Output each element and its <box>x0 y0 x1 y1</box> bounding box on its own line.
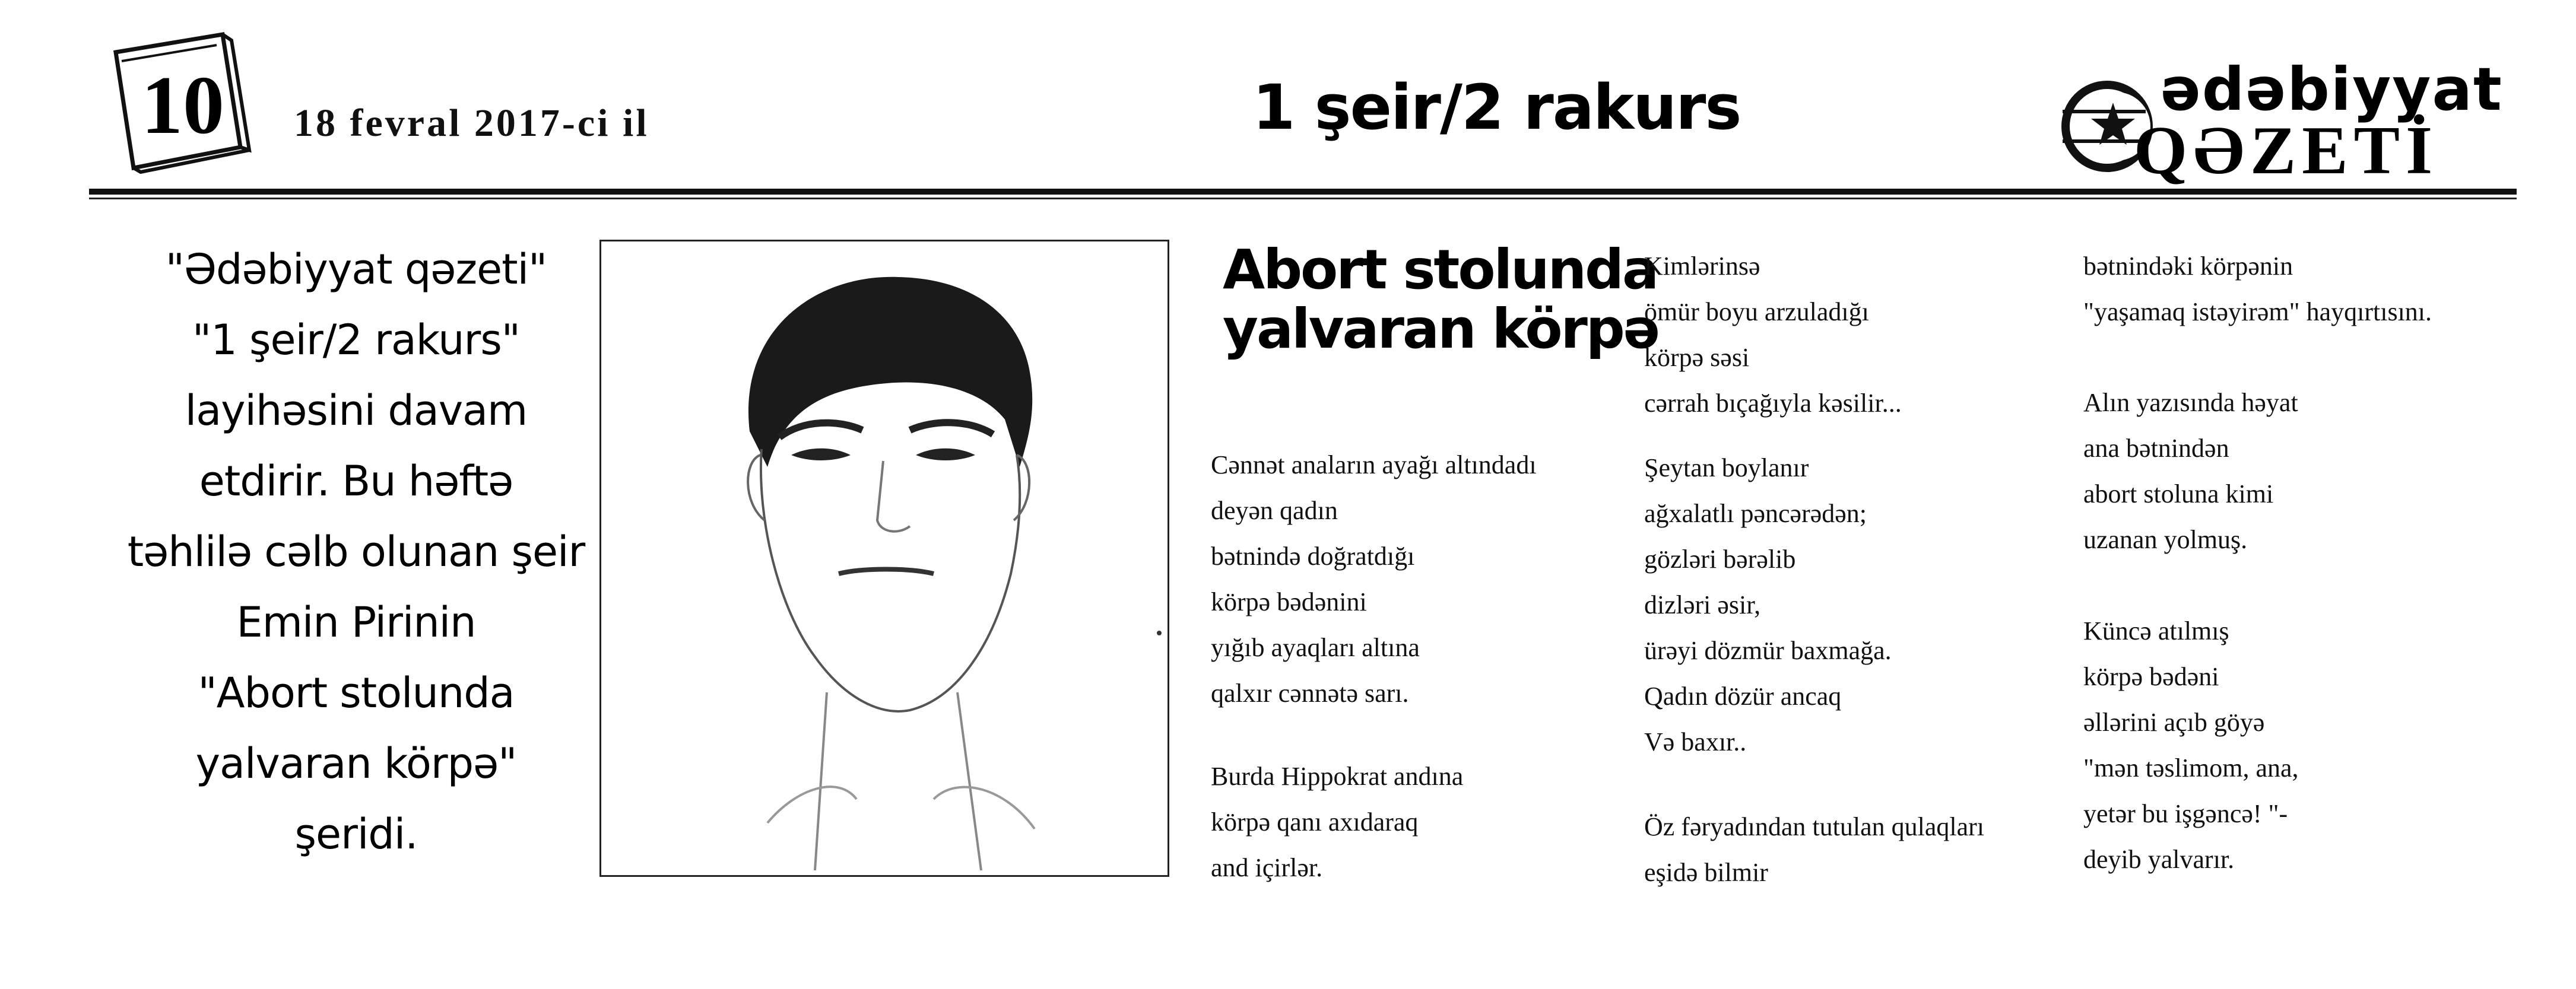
poem-line: yığıb ayaqları altına <box>1211 633 1420 662</box>
poem-line: and içirlər. <box>1211 853 1323 882</box>
intro-line: layihəsini davam <box>185 386 528 435</box>
portrait-image <box>601 241 1168 875</box>
poem-title-line1: Abort stolunda <box>1223 238 1658 301</box>
page-number: 10 <box>141 59 224 151</box>
page-number-badge <box>104 28 255 174</box>
poem-line: Şeytan boylanır <box>1644 453 1809 482</box>
logo-line2: QƏZETİ <box>2134 113 2439 189</box>
poem-line: eşidə bilmir <box>1644 858 1768 887</box>
newspaper-logo <box>2057 55 2503 189</box>
logo-line1: ədəbiyyat <box>2161 55 2503 124</box>
header-divider-thin <box>89 198 2517 199</box>
intro-line: etdirir. Bu həftə <box>199 457 513 505</box>
poem-line: abort stoluna kimi <box>2083 479 2274 508</box>
poem-line: körpə səsi <box>1644 343 1750 372</box>
poem-line: Cənnət anaların ayağı altındadı <box>1211 450 1537 479</box>
poem-stanza <box>1644 445 1892 765</box>
intro-line: "1 şeir/2 rakurs" <box>192 316 520 364</box>
poem-line: deyib yalvarır. <box>2083 845 2235 874</box>
poem-line: körpə bədənini <box>1211 587 1367 616</box>
intro-line: "Abort stolunda <box>198 669 515 717</box>
poem-line: Kimlərinsə <box>1644 252 1760 281</box>
poem-line: Və baxır.. <box>1644 727 1747 756</box>
poem-line: dizləri əsir, <box>1644 590 1761 619</box>
poem-line: Alın yazısında həyat <box>2083 388 2298 417</box>
poem-line: cərrah bıçağıyla kəsilir... <box>1644 389 1902 418</box>
poem-line: ürəyi dözmür baxmağa. <box>1644 636 1892 665</box>
poem-line: Öz fəryadından tutulan qulaqları <box>1644 812 1985 841</box>
poem-line: ağxalatlı pəncərədən; <box>1644 499 1867 528</box>
poem-line: Küncə atılmış <box>2083 616 2229 645</box>
poem-line: körpə qanı axıdaraq <box>1211 807 1419 837</box>
poem-stanza <box>1644 804 1984 895</box>
poem-title <box>1223 238 1659 361</box>
poem-stanza <box>2083 380 2298 562</box>
poem-line: əllərini açıb göyə <box>2083 708 2265 737</box>
poem-line: körpə bədəni <box>2083 662 2219 691</box>
poem-line: yetər bu işgəncə! "- <box>2083 799 2288 828</box>
poem-line: ana bətnindən <box>2083 434 2229 463</box>
intro-line: "Ədəbiyyat qəzeti" <box>165 245 547 294</box>
poem-line: Burda Hippokrat andına <box>1211 762 1464 791</box>
poem-line: bətnində doğratdığı <box>1211 542 1415 571</box>
poem-line: uzanan yolmuş. <box>2083 525 2248 554</box>
poem-stanza <box>1211 753 1463 891</box>
intro-line: şeridi. <box>294 810 418 858</box>
poem-line: qalxır cənnətə sarı. <box>1211 679 1409 708</box>
poem-line: bətnindəki körpənin <box>2083 252 2293 281</box>
section-title: 1 şeir/2 rakurs <box>1252 71 1741 144</box>
intro-text <box>104 234 608 870</box>
intro-line: təhlilə cəlb olunan şeir <box>127 527 585 576</box>
poem-stanza <box>1211 442 1537 716</box>
poem-line: deyən qadın <box>1211 496 1338 525</box>
poem-line: gözləri bərəlib <box>1644 545 1796 574</box>
poem-line: "yaşamaq istəyirəm" hayqırtısını. <box>2083 297 2432 326</box>
issue-date: 18 fevral 2017-ci il <box>294 101 649 145</box>
header-divider <box>89 189 2517 195</box>
intro-line: Emin Pirinin <box>236 598 476 647</box>
poem-line: Qadın dözür ancaq <box>1644 682 1842 711</box>
poem-title-line2: yalvaran körpə <box>1223 297 1659 361</box>
poem-stanza <box>2083 608 2299 882</box>
poem-line: ömür boyu arzuladığı <box>1644 297 1869 326</box>
author-photo <box>599 240 1169 877</box>
poem-stanza <box>2083 243 2432 335</box>
poem-line: "mən təslimom, ana, <box>2083 753 2299 783</box>
intro-line: yalvaran körpə" <box>195 739 517 788</box>
poem-stanza <box>1644 243 1902 426</box>
